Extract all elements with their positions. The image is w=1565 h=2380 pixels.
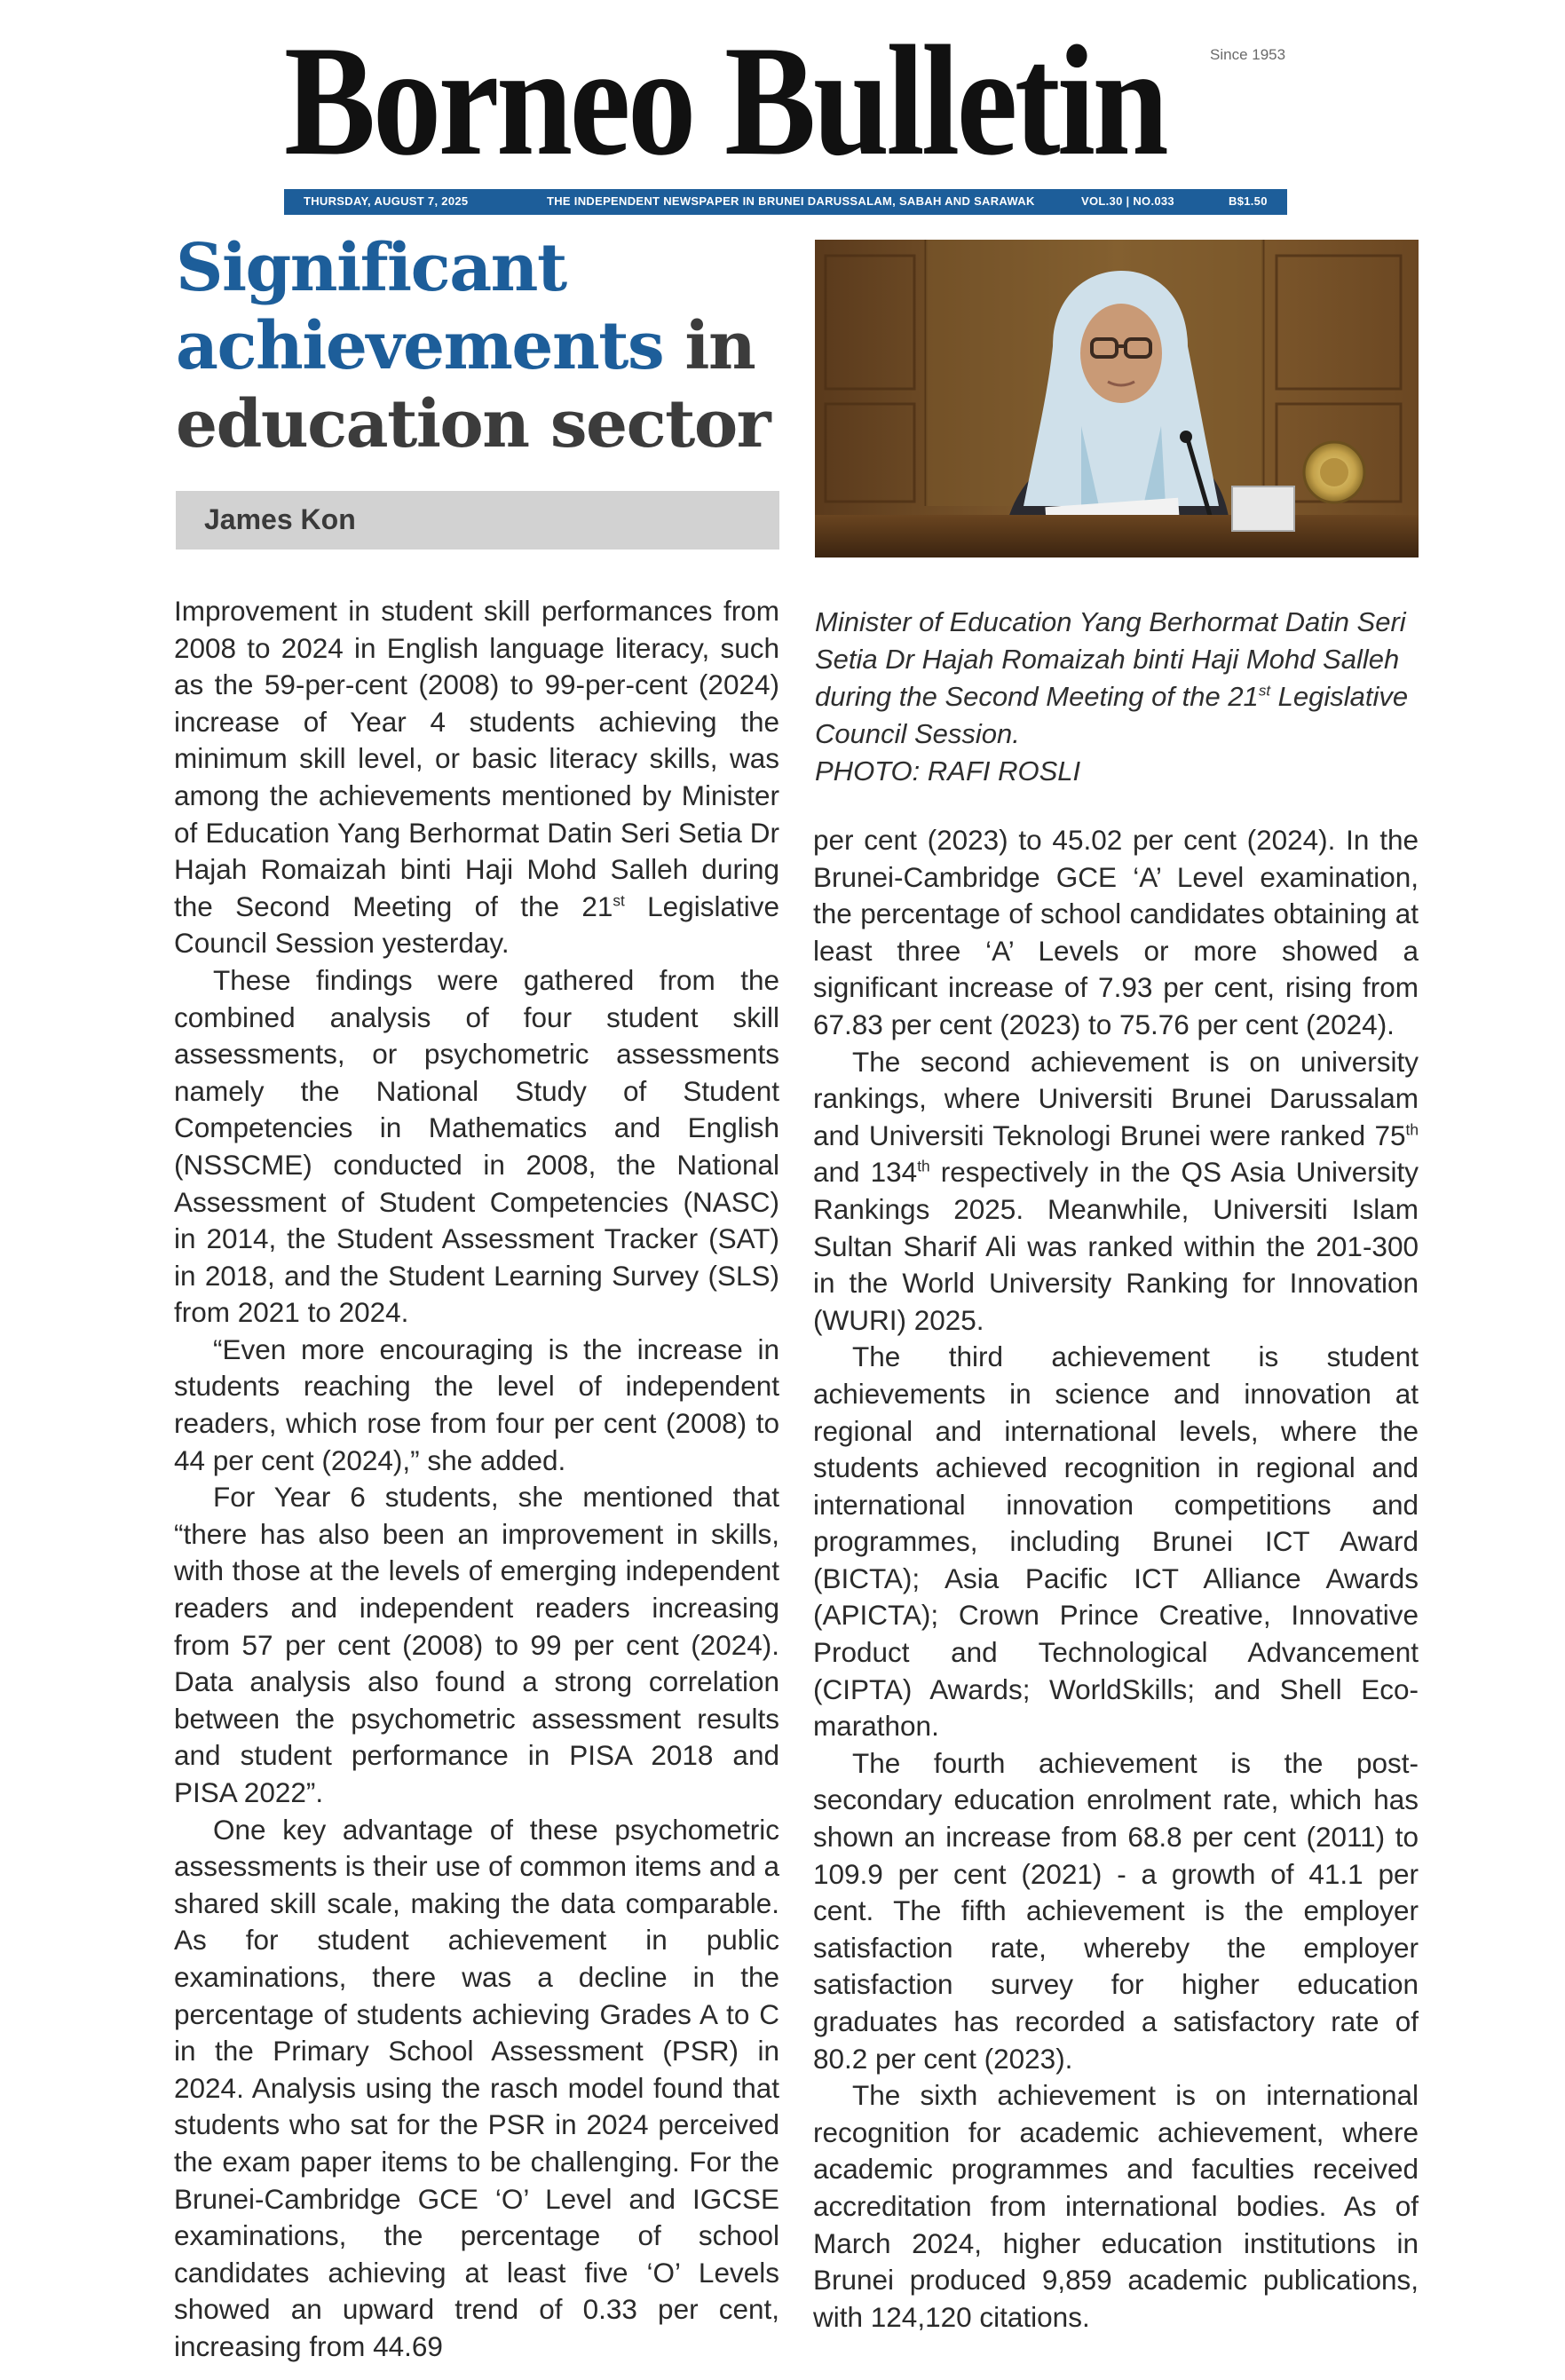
headline-line-1: Significant: [176, 230, 566, 306]
author-name: James Kon: [204, 503, 356, 535]
body-paragraph: One key advantage of these psychometric assessments is their use of common items and a shared skill scale, making the data comparable. As for student achievement in public examinations, there was a decline in the percentage of students achieving Grades A to C in the Primary School Assessment (PSR) in 2024. Analysis using the rasch model found that students who sat for the PSR in 2024 perceived the exam paper items to be challenging. For the Brunei-Cambridge GCE ‘O’ Level and IGCSE examinations, the percentage of school candidates achieving at least five ‘O’ Levels showed an upward trend of 0.33 per cent, increasing from 44.69: [174, 1813, 779, 2362]
issue-volume: VOL.30 | NO.033: [1081, 194, 1174, 208]
article-column-2: [813, 822, 1419, 2336]
body-paragraph: The third achievement is student achievements in science and innovation at regional and international levels, where the students achieved recognition in regional and international innovation competitions and programmes, including Brunei ICT Award (BICTA); Asia Pacific ICT Alliance Awards (APICTA); Crown Prince Creative, Innovative Product and Technological Advancement (CIPTA) Awards; WorldSkills; and Shell Eco-marathon.: [813, 1340, 1419, 1743]
article-column-1: [174, 593, 779, 2366]
article-photo: [815, 240, 1419, 557]
photo-caption: [815, 604, 1419, 790]
headline-line-2: [176, 307, 797, 385]
issue-price: B$1.50: [1229, 194, 1268, 208]
body-paragraph-continued: per cent (2023) to 45.02 per cent (2024). In the Brunei-Cambridge GCE ‘A’ Level examination, the percentage of school candidates obtaining at least three ‘A’ Levels or more showed a significant increase of 7.93 per cent, rising from 67.83 per cent (2023) to 75.76 per cent (2024).: [813, 824, 1419, 1040]
article-headline: [176, 229, 797, 463]
headline-line-2-highlight: achievements: [176, 308, 664, 384]
body-paragraph: The fourth achievement is the post-secondary education enrolment rate, which has shown an increase from 68.8 per cent (2011) to 109.9 per cent (2021) - a growth of 41.1 per cent. The fifth achievement is the employer satisfaction rate, whereby the employer satisfaction survey for higher education graduates has recorded a satisfactory rate of 80.2 per cent (2023).: [813, 1746, 1419, 2075]
masthead-logo-area: [284, 12, 1287, 188]
caption-text: Minister of Education Yang Berhormat Datin Seri Setia Dr Hajah Romaizah binti Haji Mohd Salleh during the Second Meeting of the 21st Legislative Council Session.: [815, 606, 1409, 749]
body-paragraph: These findings were gathered from the combined analysis of four student skill assessments, or psychometric assessments namely the National Study of Student Competencies in Mathematics and English (NSSCME) conducted in 2008, the National Assessment of Student Competencies (NASC) in 2014, the Student Assessment Tracker (SAT) in 2018, and the Student Learning Survey (SLS) from 2021 to 2024.: [174, 963, 779, 1329]
body-paragraph: Improvement in student skill performances from 2008 to 2024 in English language literacy, such as the 59-per-cent (2008) to 99-per-cent (2024) increase of Year 4 students achieving the minimum skill level, or basic literacy skills, was among the achievements mentioned by Minister of Education Yang Berhormat Datin Seri Setia Dr Hajah Romaizah binti Haji Mohd Salleh during the Second Meeting of the 21st Legislative Council Session yesterday.: [174, 595, 780, 960]
body-paragraph: The second achievement is on university rankings, where Universiti Brunei Darussalam and Universiti Teknologi Brunei were ranked 75th and 134th respectively in the QS Asia University Rankings 2025. Meanwhile, Universiti Islam Sultan Sharif Ali was ranked within the 201-300 in the World University Ranking for Innovation (WURI) 2025.: [813, 1045, 1419, 1336]
dateline-bar: [284, 189, 1287, 215]
issue-date: THURSDAY, AUGUST 7, 2025: [304, 194, 469, 208]
body-paragraph: For Year 6 students, she mentioned that “there has also been an improvement in skills, with those at the levels of emerging independent readers and independent readers increasing from 57 per cent (2008) to 99 per cent (2024). Data analysis also found a strong correlation between the psychometric assessment results and student performance in PISA 2018 and PISA 2022”.: [174, 1481, 779, 1808]
newspaper-title[interactable]: Borneo Bulletin: [284, 12, 1166, 188]
body-paragraph: “Even more encouraging is the increase in students reaching the level of independent readers, which rose from four per cent (2008) to 44 per cent (2024),” she added.: [174, 1332, 779, 1476]
headline-line-2-rest: in: [663, 308, 755, 384]
body-paragraph: The sixth achievement is on international recognition for academic achievement, where academic programmes and faculties received accreditation from international bodies. As of March 2024, higher education institutions in Brunei produced 9,859 academic publications, with 124,120 citations.: [813, 2079, 1419, 2333]
newspaper-tagline: THE INDEPENDENT NEWSPAPER IN BRUNEI DARUSSALAM, SABAH AND SARAWAK: [547, 194, 1035, 208]
byline-bar: [176, 491, 779, 550]
since-label: Since 1953: [1210, 46, 1286, 63]
photo-credit: PHOTO: RAFI ROSLI: [815, 755, 1081, 787]
headline-line-3: education sector: [176, 386, 771, 463]
minister-photo-illustration: [815, 240, 1419, 557]
